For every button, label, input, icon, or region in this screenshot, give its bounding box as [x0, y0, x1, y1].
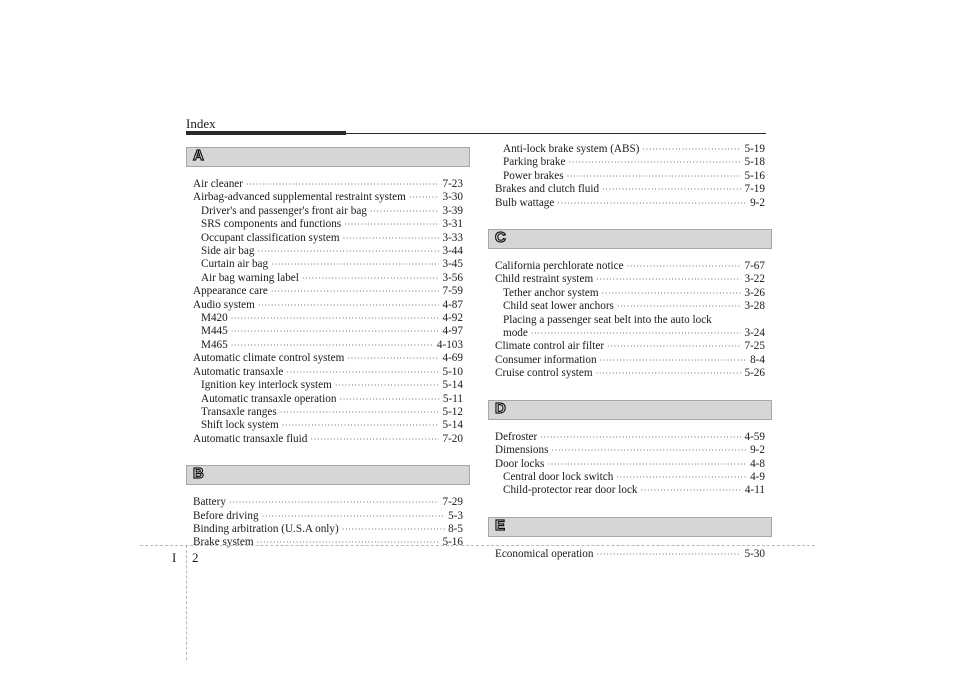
section-letter: A: [193, 147, 204, 164]
dot-leader: [335, 379, 440, 392]
index-entry-label: Door locks: [495, 457, 545, 470]
index-entry-page: 4-11: [744, 484, 765, 497]
dot-leader: [551, 444, 747, 457]
dot-leader: [596, 367, 742, 380]
index-entry-page: 5-14: [442, 379, 463, 392]
dot-leader: [231, 339, 434, 352]
index-entry-label: Curtain air bag: [201, 258, 269, 271]
index-subentry[interactable]: [193, 339, 463, 352]
index-subentry[interactable]: [193, 205, 463, 218]
index-entry-label: Child-protector rear door lock: [503, 484, 638, 497]
index-entry-page: 7-67: [744, 260, 765, 273]
dot-leader: [600, 354, 747, 367]
index-entry-label: M465: [201, 338, 228, 351]
index-entry-label: Airbag-advanced supplemental restraint system: [193, 191, 406, 204]
index-entry[interactable]: [495, 183, 765, 196]
index-entry-label: Automatic transaxle: [193, 365, 284, 378]
dot-leader: [280, 406, 440, 419]
dot-leader: [540, 431, 741, 444]
index-entry[interactable]: [193, 285, 463, 298]
dot-leader: [641, 484, 742, 497]
index-subentry[interactable]: [495, 484, 765, 497]
index-entry-page: 5-16: [442, 536, 463, 549]
index-subentry[interactable]: [193, 325, 463, 338]
page-number: 2: [192, 550, 199, 565]
section-letter: E: [495, 516, 506, 534]
index-entry-label: Child seat lower anchors: [503, 300, 614, 313]
index-entry-page: 3-26: [744, 286, 765, 299]
section-header-e: [488, 517, 772, 537]
index-entry-page: 5-3: [448, 509, 463, 522]
index-subentry[interactable]: [193, 312, 463, 325]
index-entry-page: 7-25: [744, 340, 765, 353]
dot-leader: [271, 285, 440, 298]
index-entry-page: 7-29: [442, 496, 463, 509]
index-entry-label: Shift lock system: [201, 419, 279, 432]
index-entry-label: Air cleaner: [193, 178, 243, 190]
index-entry-label: Brake system: [193, 536, 254, 549]
dot-leader: [271, 258, 439, 271]
index-entry-page: 9-2: [750, 196, 765, 209]
index-entry-page: 7-59: [442, 285, 463, 298]
index-entry-label: Ignition key interlock system: [201, 379, 332, 392]
index-entry[interactable]: [193, 523, 463, 536]
index-entry-label: Power brakes: [503, 169, 564, 182]
dot-leader: [568, 156, 741, 169]
index-entry-label: Anti-lock brake system (ABS): [503, 143, 640, 155]
section-header-a: [186, 147, 470, 167]
index-entry-text: Placing a passenger seat belt into the auto lock: [503, 313, 712, 326]
footer-rule: [140, 545, 815, 546]
index-entry-label: mode: [503, 327, 528, 340]
index-entry-label: Dimensions: [495, 444, 549, 457]
index-entry-page: 5-11: [442, 392, 463, 405]
index-entry[interactable]: [495, 340, 765, 353]
header-rule: [346, 133, 766, 134]
index-entry-page: 5-12: [442, 405, 463, 418]
index-subentry[interactable]: [193, 258, 463, 271]
index-entry[interactable]: [495, 273, 765, 286]
index-entry-page: 8-4: [750, 353, 765, 366]
index-entry-page: 4-9: [750, 470, 765, 483]
index-entry-label: Automatic transaxle fluid: [193, 432, 308, 445]
index-entry-page: 7-19: [744, 183, 765, 196]
index-subentry[interactable]: [193, 218, 463, 231]
section-gap: [495, 381, 765, 400]
index-subentry[interactable]: [495, 287, 765, 300]
section-header-d: [488, 400, 772, 420]
header-bar: [186, 131, 346, 135]
index-entry-label: Central door lock switch: [503, 470, 614, 483]
index-entry-page: 4-8: [750, 457, 765, 470]
index-entry-label: Appearance care: [193, 285, 268, 298]
dot-leader: [642, 143, 741, 156]
index-subentry[interactable]: [193, 272, 463, 285]
dot-leader: [246, 178, 439, 191]
index-entry-label: Cruise control system: [495, 367, 593, 380]
index-entry[interactable]: [495, 431, 765, 444]
index-entry-page: 5-30: [744, 547, 765, 560]
index-subentry[interactable]: [495, 170, 765, 183]
index-entry-label: Air bag warning label: [201, 271, 299, 284]
index-entry[interactable]: [495, 458, 765, 471]
dot-leader: [344, 218, 439, 231]
section-letter: C: [495, 229, 506, 247]
index-entry-label: California perchlorate notice: [495, 260, 624, 273]
index-entry-page: 3-30: [442, 191, 463, 204]
index-subentry[interactable]: [193, 393, 463, 406]
index-entry-label: Consumer information: [495, 353, 597, 366]
index-entry-label: Transaxle ranges: [201, 405, 277, 418]
index-entry-label: Automatic transaxle operation: [201, 392, 337, 405]
index-entry-page: 3-56: [442, 271, 463, 284]
index-entry-page: 3-44: [442, 245, 463, 258]
index-column-left: [193, 147, 463, 550]
index-subentry[interactable]: [193, 245, 463, 258]
dot-leader: [342, 523, 445, 536]
dot-leader: [602, 287, 742, 300]
dot-leader: [343, 232, 440, 245]
index-entry-page: 3-24: [744, 327, 765, 340]
index-entry[interactable]: [495, 260, 765, 273]
index-entry[interactable]: [193, 299, 463, 312]
index-subentry[interactable]: [495, 143, 765, 156]
index-entry-page: 5-19: [744, 143, 765, 155]
index-entry-page: 3-33: [442, 231, 463, 244]
index-entry-page: 5-16: [744, 169, 765, 182]
index-entry[interactable]: [193, 433, 463, 446]
index-entry-label: Climate control air filter: [495, 340, 605, 353]
page-title: Index: [186, 116, 216, 131]
dot-leader: [286, 366, 439, 379]
index-entry-label: Side air bag: [201, 245, 255, 258]
index-subentry[interactable]: [495, 156, 765, 169]
section-gap: [193, 446, 463, 465]
dot-leader: [617, 300, 742, 313]
index-entry-page: 5-18: [744, 156, 765, 169]
index-subentry[interactable]: [495, 300, 765, 313]
index-entry-label: Bulb wattage: [495, 196, 555, 209]
index-entry-page: 5-26: [744, 367, 765, 380]
index-entry-page: 3-39: [442, 204, 463, 217]
dot-leader: [547, 458, 747, 471]
index-entry-label: Economical operation: [495, 547, 594, 560]
footer-divider: [186, 545, 187, 660]
index-entry[interactable]: [193, 352, 463, 365]
index-entry[interactable]: [193, 510, 463, 523]
section-gap: [495, 498, 765, 517]
index-entry-page: 5-10: [442, 365, 463, 378]
index-entry-label: Automatic climate control system: [193, 352, 345, 365]
dot-leader: [557, 197, 747, 210]
index-entry-label: Occupant classification system: [201, 231, 340, 244]
index-entry-page: 5-14: [442, 419, 463, 432]
index-subentry[interactable]: [193, 419, 463, 432]
dot-leader: [282, 419, 440, 432]
dot-leader: [257, 536, 440, 549]
dot-leader: [607, 340, 741, 353]
dot-leader: [347, 352, 439, 365]
index-entry[interactable]: [495, 354, 765, 367]
dot-leader: [596, 548, 741, 561]
index-entry-page: 9-2: [750, 444, 765, 457]
index-entry-label: Tether anchor system: [503, 286, 599, 299]
index-entry-label: Parking brake: [503, 156, 566, 169]
index-subentry[interactable]: [193, 379, 463, 392]
index-entry-page: 7-20: [442, 432, 463, 445]
section-gap: [495, 210, 765, 229]
index-entry-label: Before driving: [193, 509, 259, 522]
dot-leader: [602, 183, 741, 196]
index-entry-page: 4-97: [442, 325, 463, 338]
dot-leader: [370, 205, 440, 218]
dot-leader: [229, 496, 440, 509]
index-entry-page: 4-92: [442, 312, 463, 325]
index-entry[interactable]: [495, 444, 765, 457]
footer-section: I: [172, 550, 177, 565]
index-entry-label: Battery: [193, 496, 226, 509]
index-entry-page: 8-5: [448, 522, 463, 535]
section-letter: D: [495, 399, 506, 417]
index-entry-label: SRS components and functions: [201, 218, 342, 231]
dot-leader: [616, 471, 747, 484]
index-entry[interactable]: [193, 366, 463, 379]
dot-leader: [409, 191, 440, 204]
dot-leader: [339, 393, 439, 406]
index-entry-label: Binding arbitration (U.S.A only): [193, 522, 339, 535]
index-entry-label: Driver's and passenger's front air bag: [201, 204, 367, 217]
index-entry[interactable]: [193, 191, 463, 204]
index-entry-page: 3-22: [744, 273, 765, 286]
index-entry-page: 4-59: [744, 430, 765, 443]
index-subentry[interactable]: [193, 406, 463, 419]
index-entry-label: Audio system: [193, 298, 255, 311]
dot-leader: [596, 273, 741, 286]
dot-leader: [262, 510, 446, 523]
index-entry-page: 4-87: [442, 298, 463, 311]
index-entry[interactable]: [495, 548, 765, 561]
dot-leader: [627, 260, 742, 273]
dot-leader: [258, 299, 440, 312]
index-entry-label: M445: [201, 325, 228, 338]
index-entry-label: Brakes and clutch fluid: [495, 183, 600, 196]
index-entry-page: 7-23: [442, 178, 463, 190]
index-entry-page: 4-103: [436, 338, 463, 351]
index-subentry[interactable]: [495, 327, 765, 340]
index-entry[interactable]: [193, 536, 463, 549]
dot-leader: [310, 433, 439, 446]
dot-leader: [567, 170, 742, 183]
section-letter: B: [193, 465, 204, 483]
section-header-b: [186, 465, 470, 485]
dot-leader: [302, 272, 440, 285]
index-entry-page: 3-28: [744, 300, 765, 313]
dot-leader: [231, 325, 440, 338]
index-entry-label: Child restraint system: [495, 273, 594, 286]
index-entry[interactable]: [495, 367, 765, 380]
dot-leader: [257, 245, 439, 258]
index-entry-label: M420: [201, 312, 228, 325]
index-entry-page: 3-31: [442, 218, 463, 231]
section-header-c: [488, 229, 772, 249]
index-entry-page: 4-69: [442, 352, 463, 365]
index-column-right: [495, 143, 765, 561]
index-entry[interactable]: [193, 178, 463, 191]
index-entry[interactable]: [193, 496, 463, 509]
index-entry-page: 3-45: [442, 258, 463, 271]
dot-leader: [531, 327, 742, 340]
dot-leader: [231, 312, 440, 325]
index-entry-label: Defroster: [495, 430, 538, 443]
index-subentry[interactable]: [495, 471, 765, 484]
index-subentry[interactable]: [193, 232, 463, 245]
index-entry[interactable]: [495, 197, 765, 210]
